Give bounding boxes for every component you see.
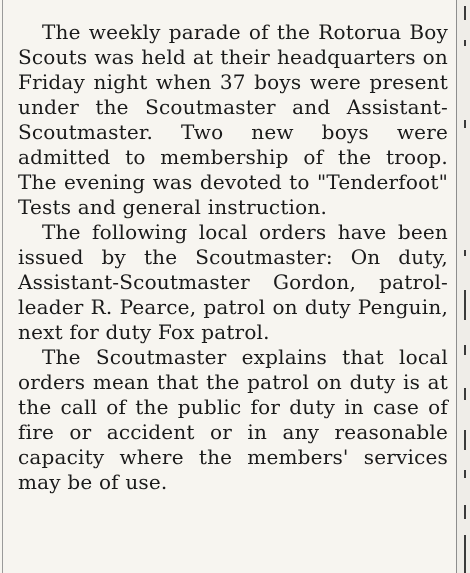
adjacent-column-edge — [456, 0, 470, 573]
paragraph-2: The following local orders have been issued by the Scoutmaster: On duty, Assistant-Scoutmaster Gordon, patrol-leader R. Pearce, patrol on duty Penguin, next for duty Fox patrol. — [18, 220, 448, 344]
article-body — [18, 20, 448, 495]
paragraph-1: The weekly parade of the Rotorua Boy Scouts was held at their headquarters on Friday night when 37 boys were present under the Scoutmaster and Assistant-Scoutmaster. Two new boys were admitted to membership of the troop. The evening was devoted to "Tenderfoot" Tests and general instruction. — [18, 20, 448, 219]
print-mark — [464, 120, 466, 128]
left-column-rule — [2, 0, 3, 573]
print-mark — [464, 535, 466, 573]
print-mark — [464, 290, 466, 320]
print-mark — [464, 40, 466, 46]
paragraph-3: The Scoutmaster explains that local orders mean that the patrol on duty is at the call of the public for duty in case of fire or accident or in any reasonable capacity where the members' services may be of use. — [18, 345, 448, 494]
print-mark — [464, 6, 466, 20]
print-mark — [464, 345, 466, 355]
column-divider — [456, 0, 457, 573]
print-mark — [464, 505, 466, 519]
print-mark — [464, 388, 466, 400]
print-mark — [464, 470, 466, 478]
print-mark — [464, 430, 466, 450]
print-mark — [464, 250, 466, 256]
